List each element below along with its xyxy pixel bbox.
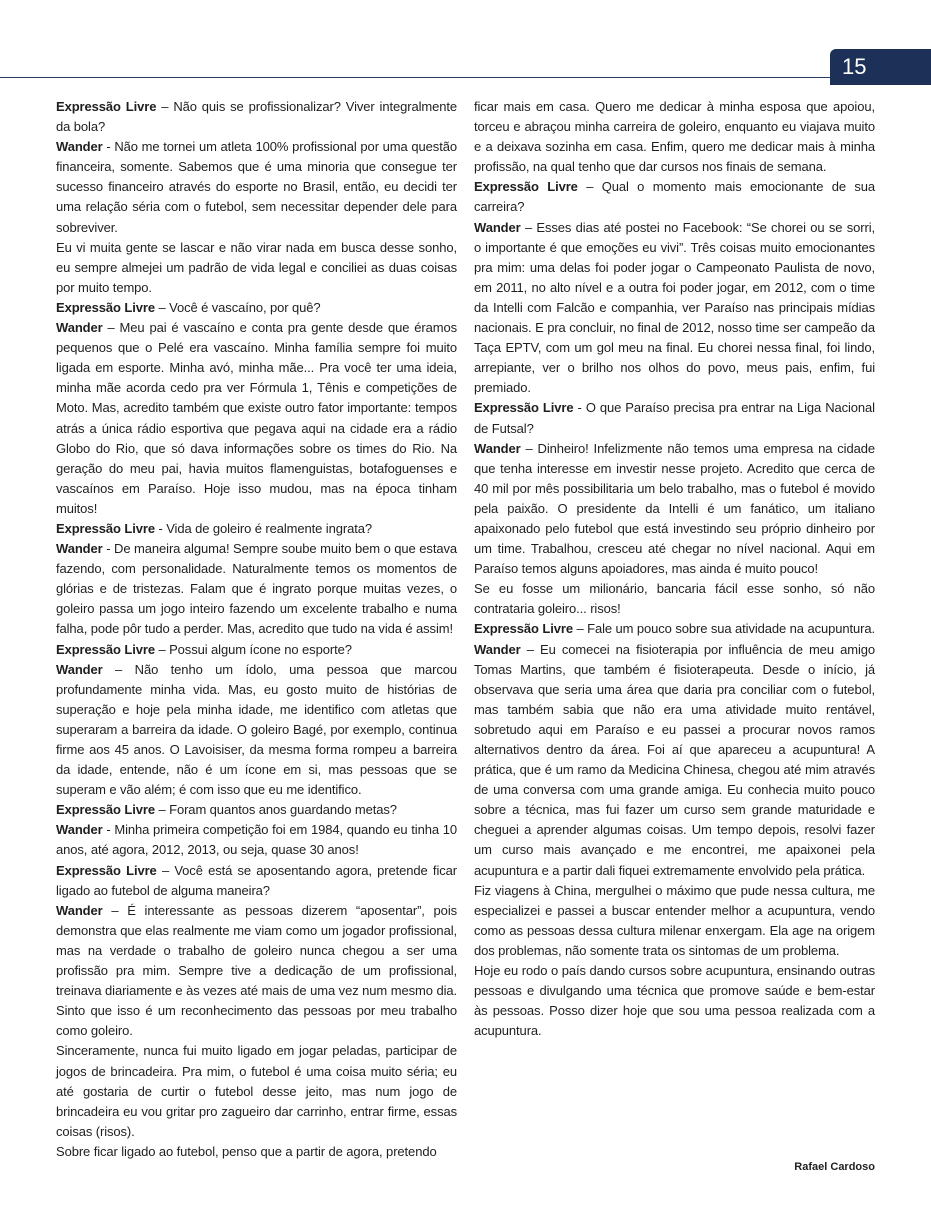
paragraph-text: Não quis se profissionalizar? Viver integralmente da bola? (56, 99, 458, 135)
paragraph (474, 619, 875, 639)
speaker-label: Wander (56, 320, 103, 336)
speaker-separator: – (154, 802, 170, 818)
paragraph-text: ficar mais em casa. Quero me dedicar à minha esposa que apoiou, torceu e abraçou minha carreira de goleiro, enquanto eu viajava muito e a deixava sozinha em casa. Enfim, quero me dedicar mais à minha profissão, na qual tenho que dar cursos nos finais de semana. (474, 99, 875, 175)
paragraph (56, 318, 457, 519)
paragraph (56, 137, 457, 237)
speaker-separator: – (520, 219, 537, 235)
paragraph (474, 177, 875, 217)
speaker-separator: – (154, 299, 170, 315)
paragraph-text: Você está se aposentando agora, pretende ficar ligado ao futebol de alguma maneira? (56, 862, 457, 898)
speaker-label: Wander (474, 219, 521, 235)
paragraph-text: Eu comecei na fisioterapia por influência de meu amigo Tomas Martins, que também é fisioterapeuta. Desde o início, já observava que seria uma área que daria pra conciliar com o futebol, mas também sabia que não era uma atividade muito rentável, sobretudo aqui em Paraíso e eu passei a procurar novos ramos alternativos dentro da área. Foi aí que apareceu a acupuntura! A prática, que é um ramo da Medicina Chinesa, chegou até mim através de uma conversa com uma grande amiga. Eu conhecia muito pouco sobre a técnica, mas fui fazer um curso sem grande maturidade e cheguei a aprender algumas coisas. Um tempo depois, resolvi fazer um curso mais avançado e me encontrei, me apaixonei pela acupuntura e a partir dali fiquei extremamente envolvido pela prática. (474, 641, 875, 878)
paragraph-text: Não me tornei um atleta 100% profissional por uma questão financeira, somente. Sabemos que é uma minoria que consegue ter sucesso financeiro através do esporte no Brasil, então, eu decidi ter uma relação séria com o futebol, sem necessitar depender dele para sobreviver. (56, 139, 457, 235)
speaker-label: Expressão Livre (56, 802, 155, 818)
speaker-label: Expressão Livre (56, 641, 155, 657)
paragraph (56, 298, 457, 318)
paragraph-text: Eu vi muita gente se lascar e não virar nada em busca desse sonho, eu sempre almejei um padrão de vida legal e conciliei as duas coisas por muito tempo. (56, 239, 457, 295)
paragraph (56, 820, 457, 860)
speaker-separator: – (577, 179, 602, 195)
paragraph (474, 218, 875, 399)
paragraph-text: Meu pai é vascaíno e conta pra gente desde que éramos pequenos que o Pelé era vascaíno. Minha família sempre foi muito ligada em esporte. Minha avó, minha mãe... Pra você ter uma ideia, minha mãe acorda cedo pra ver Fórmula 1, Tênis e competições de Moto. Mas, acredito também que existe outro fator importante: tempos atrás a única rádio esportiva que pegava aqui na cidade era a rádio Globo do Rio, que só dava informações sobre os times do Rio. Na geração do meu pai, havia muitos flamenguistas, botafoguenses e vascaínos em Paraíso. Hoje isso mudou, mas na época tinham muitos! (56, 320, 458, 516)
paragraph (474, 439, 875, 580)
speaker-separator: - (573, 400, 586, 416)
paragraph-text: Hoje eu rodo o país dando cursos sobre acupuntura, ensinando outras pessoas e divulgando uma técnica que promove saúde e bem-estar às pessoas. Posso dizer hoje que sou uma pessoa realizada com a acupuntura. (474, 963, 875, 1039)
page-number: 15 (842, 54, 867, 79)
speaker-label: Wander (56, 902, 103, 918)
speaker-label: Expressão Livre (56, 862, 157, 878)
paragraph-text: Foram quantos anos guardando metas? (169, 802, 397, 818)
paragraph-text: Possui algum ícone no esporte? (169, 641, 352, 657)
speaker-separator: – (102, 902, 128, 918)
paragraph (56, 97, 457, 137)
paragraph-text: De maneira alguma! Sempre soube muito bem o que estava fazendo, com personalidade. Naturalmente temos os momentos de glórias e de tristezas. Falam que é ingrato porque muitas vezes, o goleiro passa um jogo inteiro fazendo um excelente trabalho e numa falha, pode pôr tudo a perder. Mas, acredito que tudo na vida é assim! (56, 541, 457, 637)
speaker-label: Wander (56, 822, 103, 838)
speaker-label: Expressão Livre (56, 299, 155, 315)
speaker-separator: - (154, 520, 167, 536)
paragraph-text: O que Paraíso precisa pra entrar na Liga Nacional de Futsal? (474, 400, 875, 436)
paragraph-text: Sinceramente, nunca fui muito ligado em jogar peladas, participar de jogos de brincadeira. Pra mim, o futebol é uma coisa muito séria; eu até gostaria de curtir o futebol desse jeito, mas num jogo de brincadeira eu vou gritar pro zagueiro dar carrinho, entrar firme, essas coisas (risos). (56, 1043, 457, 1139)
speaker-separator: – (102, 320, 120, 336)
paragraph-text: Sobre ficar ligado ao futebol, penso que a partir de agora, pretendo (56, 1143, 437, 1159)
paragraph-text: Se eu fosse um milionário, bancaria fácil esse sonho, só não contrataria goleiro... risos! (474, 581, 875, 617)
speaker-separator: - (102, 541, 115, 557)
speaker-label: Wander (56, 139, 103, 155)
speaker-separator: – (156, 99, 174, 114)
speaker-label: Expressão Livre (56, 520, 155, 536)
author-credit: Rafael Cardoso (794, 1161, 875, 1173)
speaker-separator: – (520, 641, 540, 657)
paragraph (474, 97, 875, 177)
paragraph (474, 579, 875, 619)
paragraph-text: Dinheiro! Infelizmente não temos uma empresa na cidade que tenha interesse em investir nesse projeto. Acredito que cerca de 40 mil por mês possibilitaria um belo trabalho, mas o futebol é movido pela paixão. O presidente da Intelli é um fanático, um italiano apaixonado pelo futebol que está investindo seu próprio dinheiro por um time. Trabalhou, cresceu até chegar no nível nacional. Aqui em Paraíso temos alguns apoiadores, mas ainda é muito pouco! (474, 440, 875, 577)
paragraph-text: Não tenho um ídolo, uma pessoa que marcou profundamente minha vida. Mas, eu gosto muito de histórias de superação e hoje pela minha idade, me identifico com atletas que superaram a barreira da idade. O goleiro Bagé, por exemplo, continua firme aos 45 anos. O Lavoisiser, da mesma forma rompeu a barreira da idade, entende, não é um ícone em si, mas pessoas que se superam e vão além; é com isso que eu me identifico. (56, 661, 457, 798)
paragraph (56, 660, 457, 801)
speaker-label: Wander (56, 541, 103, 557)
speaker-separator: - (102, 139, 115, 155)
paragraph (474, 961, 875, 1041)
paragraph (56, 901, 457, 1042)
paragraph (56, 640, 457, 660)
paragraph-text: Esses dias até postei no Facebook: “Se chorei ou se sorri, o importante é que emoções eu vivi”. Três coisas muito emocionantes pra mim: uma delas foi poder jogar o Campeonato Paulista de novo, em 2011, no alto nível e a outra foi poder jogar, em 2012, com o time da Intelli com Falcão e companhia, ver Paraíso nas principais mídias nacionais. E pra concluir, no final de 2012, nosso time ser campeão da Taça EPTV, com um gol meu na final. Eu chorei nessa final, foi lindo, arrepiante, ver o brilho nos olhos do povo, meus pais, enfim, fui premiado. (474, 219, 875, 396)
paragraph-text: Vida de goleiro é realmente ingrata? (166, 520, 372, 536)
paragraph (56, 861, 457, 901)
speaker-label: Wander (474, 641, 521, 657)
paragraph-text: Minha primeira competição foi em 1984, quando eu tinha 10 anos, até agora, 2012, 2013, ou seja, quase 30 anos! (56, 822, 457, 858)
speaker-label: Expressão Livre (474, 179, 578, 195)
speaker-label: Expressão Livre (474, 400, 574, 416)
paragraph (56, 539, 457, 639)
speaker-label: Wander (56, 661, 103, 677)
left-column (56, 97, 457, 1162)
paragraph (56, 519, 457, 539)
paragraph-text: Qual o momento mais emocionante de sua carreira? (474, 179, 876, 215)
paragraph-text: Fale um pouco sobre sua atividade na acupuntura. (587, 621, 876, 637)
speaker-label: Wander (474, 440, 521, 456)
speaker-label: Expressão Livre (56, 99, 157, 114)
page-number-tab (830, 49, 931, 85)
paragraph (474, 398, 875, 438)
paragraph-text: Fiz viagens à China, mergulhei o máximo que pude nessa cultura, me especializei e passei a buscar entender melhor a acupuntura, vendo como as pessoas dessa cultura milenar enxergam. Ela age na origem dos problemas, não somente trata os sintomas de um problema. (474, 882, 875, 958)
paragraph (56, 1041, 457, 1141)
paragraph (56, 238, 457, 298)
speaker-separator: – (102, 661, 135, 677)
paragraph-text: É interessante as pessoas dizerem “aposentar”, pois demonstra que elas realmente me viam como um jogador profissional, mas na verdade o trabalho de goleiro nunca chegou a ser uma profissão pra mim. Sempre tive a dedicação de um profissional, treinava diariamente e às vezes até mais de uma vez num mesmo dia. Sinto que isso é um reconhecimento das pessoas por meu trabalho como goleiro. (56, 902, 458, 1039)
paragraph-text: Você é vascaíno, por quê? (169, 299, 321, 315)
speaker-separator: – (520, 440, 538, 456)
speaker-separator: – (156, 862, 175, 878)
right-column (474, 97, 875, 1041)
speaker-separator: – (572, 621, 588, 637)
paragraph (56, 800, 457, 820)
speaker-separator: – (154, 641, 170, 657)
header-rule (0, 77, 830, 78)
paragraph (56, 1142, 457, 1162)
paragraph (474, 881, 875, 961)
speaker-label: Expressão Livre (474, 621, 573, 637)
speaker-separator: - (102, 822, 115, 838)
paragraph (474, 640, 875, 881)
